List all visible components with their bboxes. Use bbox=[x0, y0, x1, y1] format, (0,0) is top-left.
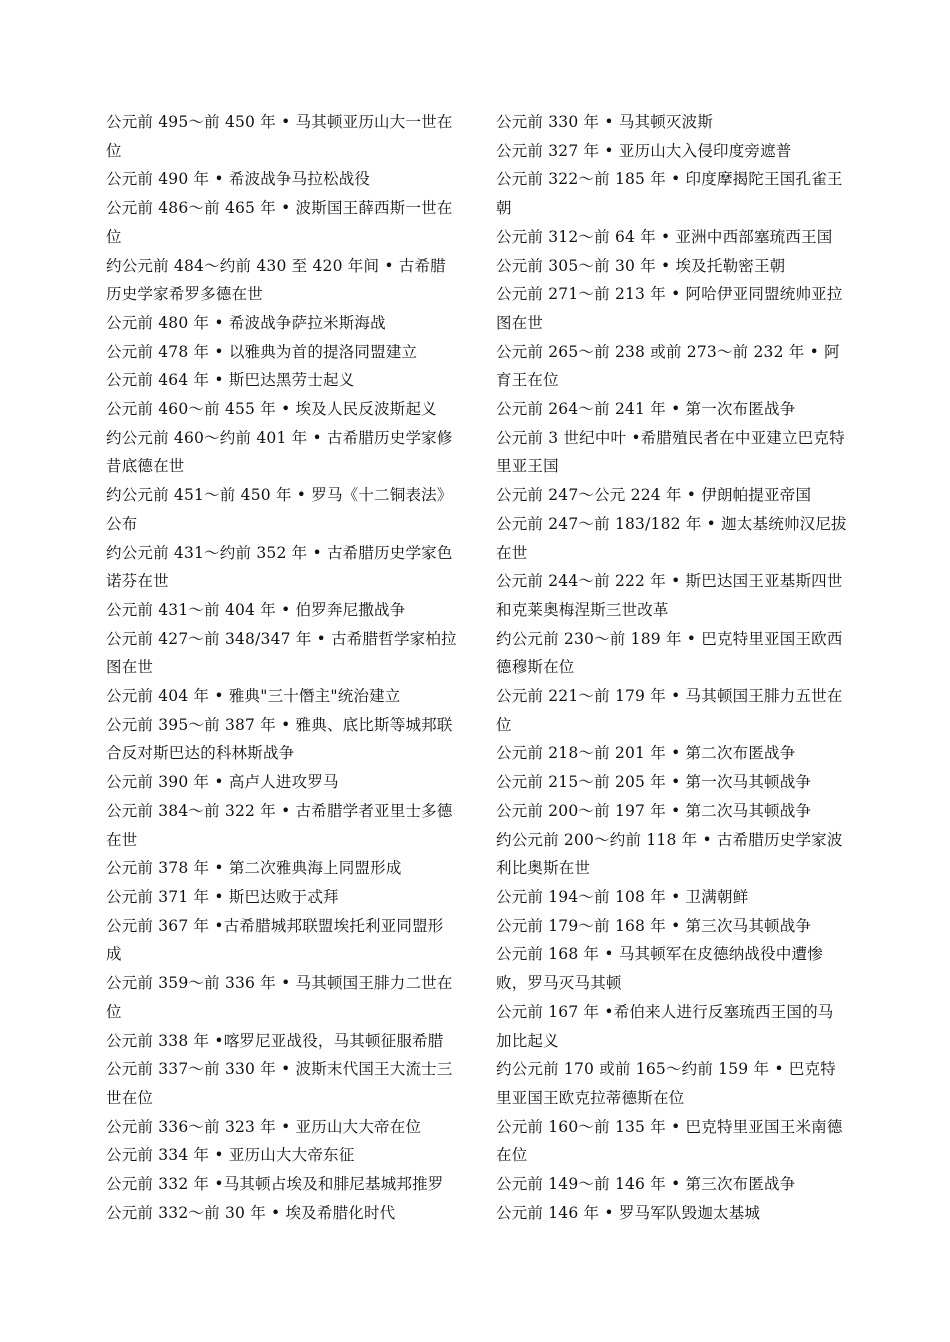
timeline-entry: 公元前 359～前 336 年 • 马其顿国王腓力二世在位 bbox=[106, 974, 453, 1021]
timeline-entry: 公元前 336～前 323 年 • 亚历山大大帝在位 bbox=[106, 1117, 422, 1136]
timeline-entry: 公元前 338 年 •喀罗尼亚战役，马其顿征服希腊 bbox=[106, 1031, 444, 1050]
timeline-entry: 公元前 264～前 241 年 • 第一次布匿战争 bbox=[496, 400, 796, 419]
timeline-entry: 约公元前 460～约前 401 年 • 古希腊历史学家修昔底德在世 bbox=[106, 428, 453, 476]
timeline-entry: 公元前 247～前 183/182 年 • 迦太基统帅汉尼拔在世 bbox=[496, 514, 847, 562]
timeline-entry: 公元前 194～前 108 年 • 卫满朝鲜 bbox=[496, 887, 749, 906]
timeline-entry: 公元前 490 年 • 希波战争马拉松战役 bbox=[106, 170, 371, 189]
timeline-entry: 公元前 322～前 185 年 • 印度摩揭陀王国孔雀王朝 bbox=[496, 170, 843, 218]
timeline-entry: 公元前 390 年 • 高卢人进攻罗马 bbox=[106, 773, 339, 792]
timeline-entry: 约公元前 230～前 189 年 • 巴克特里亚国王欧西德穆斯在位 bbox=[496, 629, 843, 677]
timeline-entry: 公元前 327 年 • 亚历山大入侵印度旁遮普 bbox=[496, 141, 792, 160]
timeline-entry: 公元前 149～前 146 年 • 第三次布匿战争 bbox=[496, 1175, 796, 1194]
timeline-entry: 公元前 200～前 197 年 • 第二次马其顿战争 bbox=[496, 801, 812, 820]
timeline-entry: 公元前 367 年 •古希腊城邦联盟埃托利亚同盟形成 bbox=[106, 916, 444, 964]
timeline-entry: 公元前 146 年 • 罗马军队毁迦太基城 bbox=[496, 1203, 761, 1222]
right-column bbox=[496, 108, 848, 1227]
timeline-entry: 公元前 384～前 322 年 • 古希腊学者亚里士多德在世 bbox=[106, 801, 453, 849]
timeline-entry: 公元前 247～公元 224 年 • 伊朗帕提亚帝国 bbox=[496, 486, 812, 505]
timeline-entry: 公元前 460～前 455 年 • 埃及人民反波斯起义 bbox=[106, 400, 437, 419]
timeline-entry: 公元前 478 年 • 以雅典为首的提洛同盟建立 bbox=[106, 342, 418, 361]
timeline-entry: 约公元前 484～约前 430 至 420 年间 • 古希腊历史学家希罗多德在世 bbox=[106, 256, 446, 304]
timeline-entry: 公元前 486～前 465 年 • 波斯国王薛西斯一世在位 bbox=[106, 199, 453, 246]
timeline-entry: 公元前 221～前 179 年 • 马其顿国王腓力五世在位 bbox=[496, 687, 843, 734]
timeline-entry: 公元前 3 世纪中叶 •希腊殖民者在中亚建立巴克特里亚王国 bbox=[496, 428, 845, 476]
timeline-entry: 公元前 218～前 201 年 • 第二次布匿战争 bbox=[496, 744, 796, 763]
timeline-entry: 公元前 480 年 • 希波战争萨拉米斯海战 bbox=[106, 313, 386, 332]
timeline-entry: 公元前 334 年 • 亚历山大大帝东征 bbox=[106, 1146, 355, 1165]
timeline-entry: 公元前 332～前 30 年 • 埃及希腊化时代 bbox=[106, 1203, 396, 1222]
timeline-entry: 公元前 330 年 • 马其顿灭波斯 bbox=[496, 113, 714, 131]
timeline-entry: 约公元前 451～前 450 年 • 罗马《十二铜表法》公布 bbox=[106, 486, 453, 533]
timeline-entry: 公元前 312～前 64 年 • 亚洲中西部塞琉西王国 bbox=[496, 227, 833, 246]
timeline-entry: 公元前 464 年 • 斯巴达黑劳士起义 bbox=[106, 371, 355, 390]
timeline-entry: 公元前 179～前 168 年 • 第三次马其顿战争 bbox=[496, 916, 812, 935]
left-column bbox=[106, 108, 458, 1227]
timeline-entry: 公元前 265～前 238 或前 273～前 232 年 • 阿育王在位 bbox=[496, 342, 840, 390]
timeline-entry: 公元前 332 年 •马其顿占埃及和腓尼基城邦推罗 bbox=[106, 1175, 444, 1194]
timeline-entry: 公元前 395～前 387 年 • 雅典、底比斯等城邦联合反对斯巴达的科林斯战争 bbox=[106, 715, 453, 763]
timeline-entry: 公元前 244～前 222 年 • 斯巴达国王亚基斯四世和克莱奥梅涅斯三世改革 bbox=[496, 572, 843, 619]
timeline-entry: 公元前 431～前 404 年 • 伯罗奔尼撒战争 bbox=[106, 600, 406, 619]
timeline-entry: 公元前 271～前 213 年 • 阿哈伊亚同盟统帅亚拉图在世 bbox=[496, 285, 843, 332]
timeline-entry: 约公元前 200～约前 118 年 • 古希腊历史学家波利比奥斯在世 bbox=[496, 830, 843, 878]
timeline-entry: 公元前 160～前 135 年 • 巴克特里亚国王米南德在位 bbox=[496, 1117, 843, 1165]
timeline-entry: 公元前 495～前 450 年 • 马其顿亚历山大一世在位 bbox=[106, 113, 453, 160]
timeline-entry: 公元前 378 年 • 第二次雅典海上同盟形成 bbox=[106, 859, 402, 878]
timeline-entry: 约公元前 170 或前 165～约前 159 年 • 巴克特里亚国王欧克拉蒂德斯在位 bbox=[496, 1060, 836, 1107]
timeline-entry: 公元前 427～前 348/347 年 • 古希腊哲学家柏拉图在世 bbox=[106, 629, 457, 677]
timeline-entry: 公元前 167 年 •希伯来人进行反塞琉西王国的马加比起义 bbox=[496, 1002, 834, 1050]
timeline-entry: 公元前 215～前 205 年 • 第一次马其顿战争 bbox=[496, 773, 812, 792]
timeline-entry: 公元前 168 年 • 马其顿军在皮德纳战役中遭惨败，罗马灭马其顿 bbox=[496, 945, 823, 993]
timeline-entry: 公元前 337～前 330 年 • 波斯末代国王大流士三世在位 bbox=[106, 1060, 453, 1107]
timeline-entry: 约公元前 431～约前 352 年 • 古希腊历史学家色诺芬在世 bbox=[106, 543, 453, 591]
timeline-entry: 公元前 305～前 30 年 • 埃及托勒密王朝 bbox=[496, 256, 786, 275]
timeline-entry: 公元前 371 年 • 斯巴达败于忒拜 bbox=[106, 887, 339, 906]
timeline-entry: 公元前 404 年 • 雅典"三十僭主"统治建立 bbox=[106, 687, 401, 706]
